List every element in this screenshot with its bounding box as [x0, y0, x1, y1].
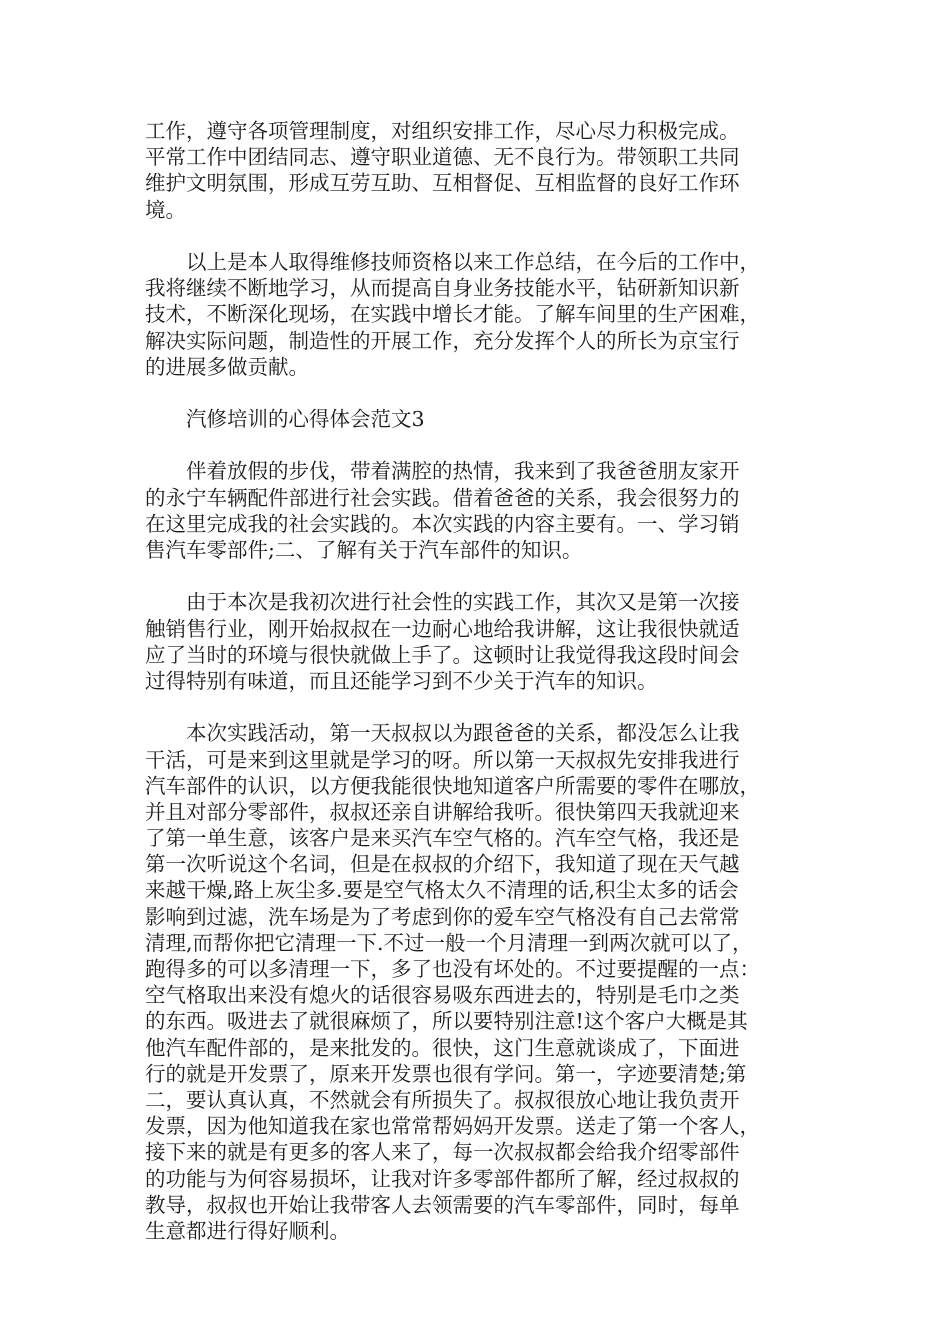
text-line: 并且对部分零部件，叔叔还亲自讲解给我听。很快第四天我就迎来 — [145, 799, 740, 824]
paragraph — [145, 249, 805, 380]
text-line: 跑得多的可以多清理一下，多了也没有坏处的。不过要提醒的一点： — [145, 957, 760, 981]
text-line: 的永宁车辆配件部进行社会实践。借着爸爸的关系，我会很努力的 — [145, 485, 740, 510]
text-line: 影响到过滤，洗车场是为了考虑到你的爱车空气格没有自己去常常 — [145, 904, 740, 929]
text-line: 接下来的就是有更多的客人来了，每一次叔叔都会给我介绍零部件 — [145, 1140, 740, 1165]
text-line: 伴着放假的步伐，带着满腔的热情，我来到了我爸爸朋友家开 — [145, 459, 740, 484]
text-line: 我将继续不断地学习，从而提高自身业务技能水平，钻研新知识新 — [145, 276, 740, 301]
text-line: 二，要认真认真，不然就会有所损失了。叔叔很放心地让我负责开 — [145, 1087, 740, 1112]
text-line: 清理,而帮你把它清理一下.不过一般一个月清理一到两次就可以了， — [145, 930, 753, 955]
text-line: 干活，可是来到这里就是学习的呀。所以第一天叔叔先安排我进行 — [145, 747, 740, 772]
text-line: 平常工作中团结同志、遵守职业道德、无不良行为。带领职工共同 — [145, 145, 740, 170]
text-line: 由于本次是我初次进行社会性的实践工作，其次又是第一次接 — [145, 590, 740, 615]
text-line: 触销售行业，刚开始叔叔在一边耐心地给我讲解，这让我很快就适 — [145, 616, 740, 641]
text-line: 售汽车零部件;二、了解有关于汽车部件的知识。 — [145, 538, 583, 562]
paragraph — [145, 589, 805, 694]
text-line: 解决实际问题，制造性的开展工作，充分发挥个人的所长为京宝行 — [145, 328, 740, 353]
text-line: 发票，因为他知道我在家也常常帮妈妈开发票。送走了第一个客人， — [145, 1114, 760, 1139]
text-line: 在这里完成我的社会实践的。本次实践的内容主要有。一、学习销 — [145, 511, 740, 536]
text-line: 以上是本人取得维修技师资格以来工作总结，在今后的工作中， — [145, 249, 760, 274]
paragraph — [145, 406, 805, 432]
text-line: 过得特别有味道，而且还能学习到不少关于汽车的知识。 — [145, 668, 658, 693]
text-line: 他汽车配件部的，是来批发的。很快，这门生意就谈成了，下面进 — [145, 1035, 740, 1060]
text-line: 的功能与为何容易损坏，让我对许多零部件都所了解，经过叔叔的 — [145, 1166, 740, 1191]
text-line: 教导，叔叔也开始让我带客人去领需要的汽车零部件，同时，每单 — [145, 1192, 740, 1217]
text-line: 应了当时的环境与很快就做上手了。这顿时让我觉得我这段时间会 — [145, 642, 740, 667]
paragraph — [145, 118, 805, 223]
text-line: 汽修培训的心得体会范文3 — [145, 407, 425, 432]
text-line: 来越干燥,路上灰尘多.要是空气格太久不清理的话,积尘太多的话会 — [145, 878, 739, 903]
paragraph — [145, 720, 805, 1244]
text-line: 维护文明氛围，形成互劳互助、互相督促、互相监督的良好工作环 — [145, 171, 740, 196]
text-line: 生意都进行得好顺利。 — [145, 1218, 350, 1243]
text-line: 工作，遵守各项管理制度，对组织安排工作，尽心尽力积极完成。 — [145, 119, 740, 143]
text-line: 第一次听说这个名词，但是在叔叔的介绍下，我知道了现在天气越 — [145, 852, 740, 877]
document-page — [145, 118, 805, 1270]
text-line: 行的就是开发票了，原来开发票也很有学问。第一，字迹要清楚;第 — [145, 1061, 747, 1086]
text-line: 技术，不断深化现场，在实践中增长才能。了解车间里的生产困难， — [145, 302, 760, 327]
text-line: 的进展多做贡献。 — [145, 354, 309, 379]
text-line: 空气格取出来没有熄火的话很容易吸东西进去的，特别是毛巾之类 — [145, 983, 740, 1008]
text-line: 境。 — [145, 197, 186, 222]
paragraph — [145, 458, 805, 563]
text-line: 了第一单生意，该客户是来买汽车空气格的。汽车空气格，我还是 — [145, 826, 740, 851]
text-line: 汽车部件的认识，以方便我能很快地知道客户所需要的零件在哪放， — [145, 773, 760, 798]
text-line: 本次实践活动，第一天叔叔以为跟爸爸的关系，都没怎么让我 — [145, 721, 740, 746]
text-line: 的东西。吸进去了就很麻烦了，所以要特别注意!这个客户大概是其 — [145, 1009, 748, 1034]
